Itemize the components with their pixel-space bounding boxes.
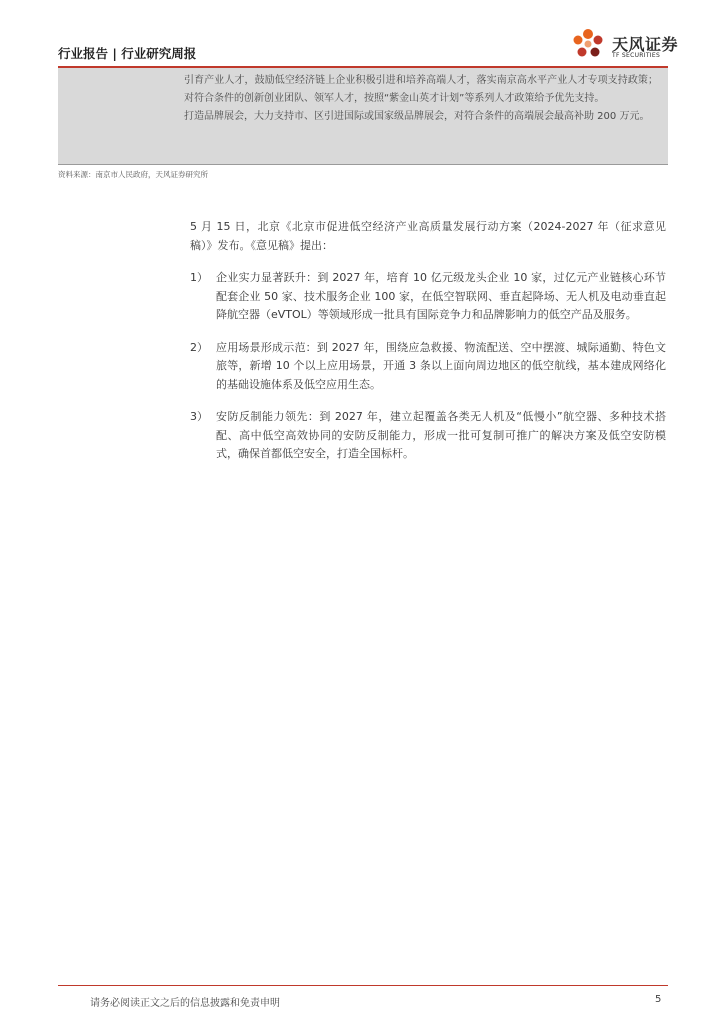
intro-paragraph: 5 月 15 日，北京《北京市促进低空经济产业高质量发展行动方案（2024-2027 年（征求意见稿）》发布。《意见稿》提出： xyxy=(190,220,666,252)
disclaimer-note: 请务必阅读正文之后的信息披露和免责申明 xyxy=(90,998,280,1009)
page-number: 5 xyxy=(655,994,662,1005)
policy-paragraph-exhibition: 打造品牌展会，大力支持市、区引进国际或国家级品牌展会，对符合条件的高端展会最高补助 200 万元。 xyxy=(184,111,650,122)
policy-table-cell xyxy=(184,72,658,126)
list-item-number: 1） xyxy=(190,271,208,284)
main-body xyxy=(190,218,666,478)
list-item-text: 应用场景形成示范：到 2027 年，围绕应急救援、物流配送、空中摆渡、城际通勤、特色文旅等，新增 10 个以上应用场景，开通 3 条以上面向周边地区的低空航线，基本建成网络化的基础设施体系及低空应用生态。 xyxy=(216,340,666,391)
policy-paragraph-talent: 引育产业人才，鼓励低空经济链上企业积极引进和培养高端人才，落实南京高水平产业人才专项支持政策；对符合条件的创新创业团队、领军人才，按照“紫金山英才计划”等系列人才政策给予优先支持。 xyxy=(184,75,658,104)
goals-list xyxy=(190,269,666,464)
list-item xyxy=(190,269,666,325)
list-item-text: 安防反制能力领先：到 2027 年，建立起覆盖各类无人机及“低慢小”航空器、多种技术搭配、高中低空高效协同的安防反制能力，形成一批可复制可推广的解决方案及低空安防模式，确保首都低空安全，打造全国标杆。 xyxy=(216,410,666,460)
report-category-title: 行业报告 | 行业研究周报 xyxy=(58,46,197,61)
list-item-number: 3） xyxy=(190,410,208,423)
list-item xyxy=(190,339,666,395)
list-item-number: 2） xyxy=(190,340,208,354)
source-note: 资料来源：南京市人民政府，天风证券研究所 xyxy=(58,170,208,179)
flower-logo-icon xyxy=(568,26,610,66)
policy-table-continuation xyxy=(58,68,668,164)
source-divider xyxy=(58,164,668,165)
logo-chinese-name: 天风证券 xyxy=(612,35,679,54)
list-item-text: 企业实力显著跃升：到 2027 年，培育 10 亿元级龙头企业 10 家，过亿元产业链核心环节配套企业 50 家、技术服务企业 100 家，在低空智联网、垂直起降场、无人机及电动垂直起降航空器（eVTOL）等领域形成一批具有国际竞争力和品牌影响力的低空产品及服务。 xyxy=(216,271,666,321)
logo-english-name: TF SECURITIES xyxy=(612,52,661,59)
tf-securities-logo xyxy=(568,26,678,66)
list-item xyxy=(190,408,666,464)
footer-divider xyxy=(58,985,668,986)
